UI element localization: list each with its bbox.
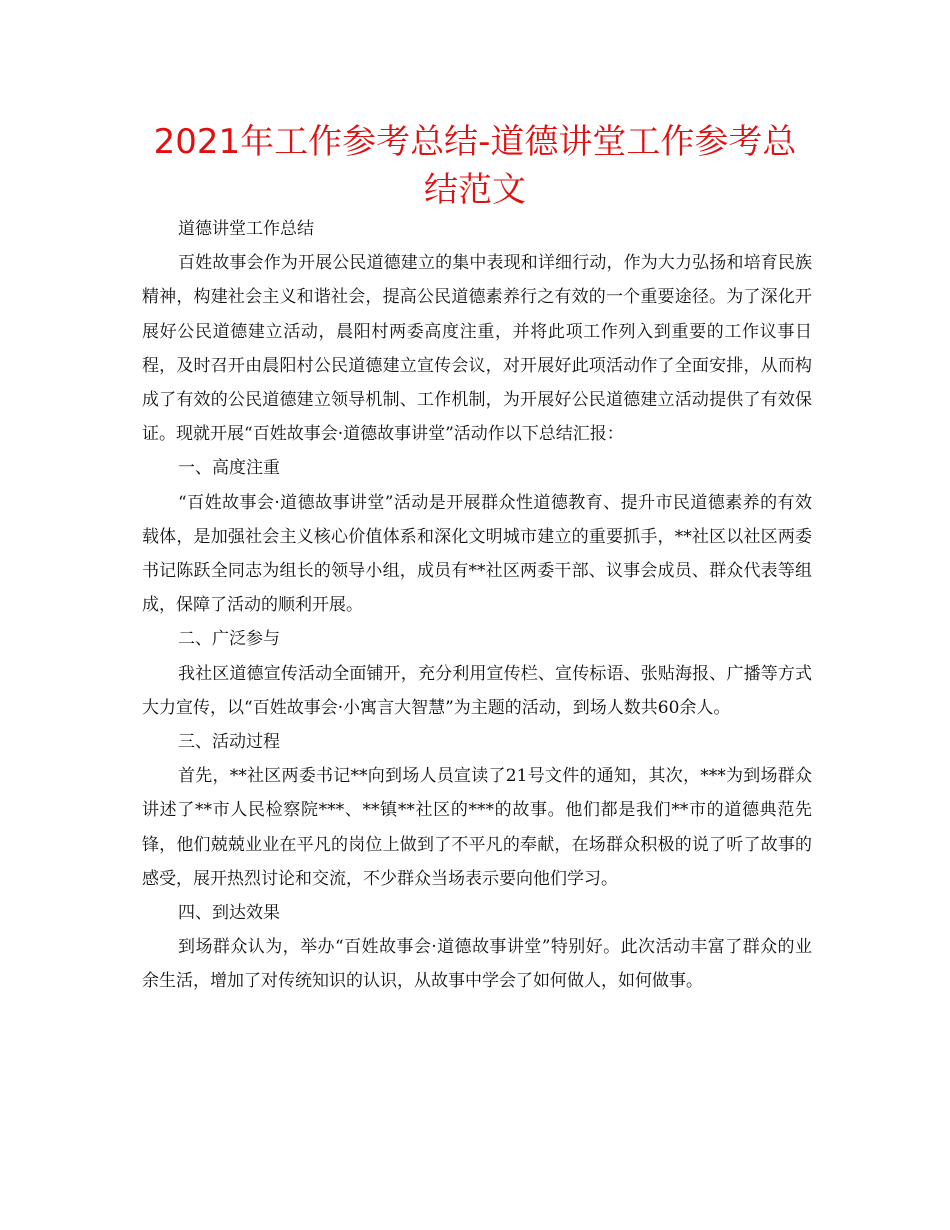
document-body xyxy=(142,212,812,999)
section-heading: 一、高度注重 xyxy=(178,458,280,479)
body-paragraph: 到场群众认为，举办“百姓故事会·道德故事讲堂”特别好。此次活动丰富了群众的业余生活，增加了对传统知识的认识，从故事中学会了如何做人，如何做事。 xyxy=(142,937,812,992)
document-title: 2021年工作参考总结-道德讲堂工作参考总结范文 xyxy=(153,122,797,210)
section-heading: 二、广泛参与 xyxy=(178,629,280,650)
section-heading: 四、到达效果 xyxy=(178,903,280,924)
body-paragraph: 我社区道德宣传活动全面铺开，充分利用宣传栏、宣传标语、张贴海报、广播等方式大力宣传，以“百姓故事会·小寓言大智慧”为主题的活动，到场人数共60余人。 xyxy=(142,663,812,718)
section-heading: 三、活动过程 xyxy=(178,732,280,753)
section-heading: 道德讲堂工作总结 xyxy=(178,219,314,239)
body-paragraph: “百姓故事会·道德故事讲堂”活动是开展群众性道德教育、提升市民道德素养的有效载体，是加强社会主义核心价值体系和深化文明城市建立的重要抓手，**社区以社区两委书记陈跃全同志为组长的领导小组，成员有**社区两委干部、议事会成员、群众代表等组成，保障了活动的顺利开展。 xyxy=(142,492,812,616)
body-paragraph: 首先，**社区两委书记**向到场人员宣读了21号文件的通知，其次，***为到场群众讲述了**市人民检察院***、**镇**社区的***的故事。他们都是我们**市的道德典范先锋，他们兢兢业业在平凡的岗位上做到了不平凡的奉献，在场群众积极的说了听了故事的感受，展开热烈讨论和交流，不少群众当场表示要向他们学习。 xyxy=(142,766,812,889)
body-paragraph: 百姓故事会作为开展公民道德建立的集中表现和详细行动，作为大力弘扬和培育民族精神，构建社会主义和谐社会，提高公民道德素养行之有效的一个重要途径。为了深化开展好公民道德建立活动，晨阳村两委高度注重，并将此项工作列入到重要的工作议事日程，及时召开由晨阳村公民道德建立宣传会议，对开展好此项活动作了全面安排，从而构成了有效的公民道德建立领导机制、工作机制，为开展好公民道德建立活动提供了有效保证。现就开展“百姓故事会·道德故事讲堂”活动作以下总结汇报： xyxy=(142,253,812,445)
